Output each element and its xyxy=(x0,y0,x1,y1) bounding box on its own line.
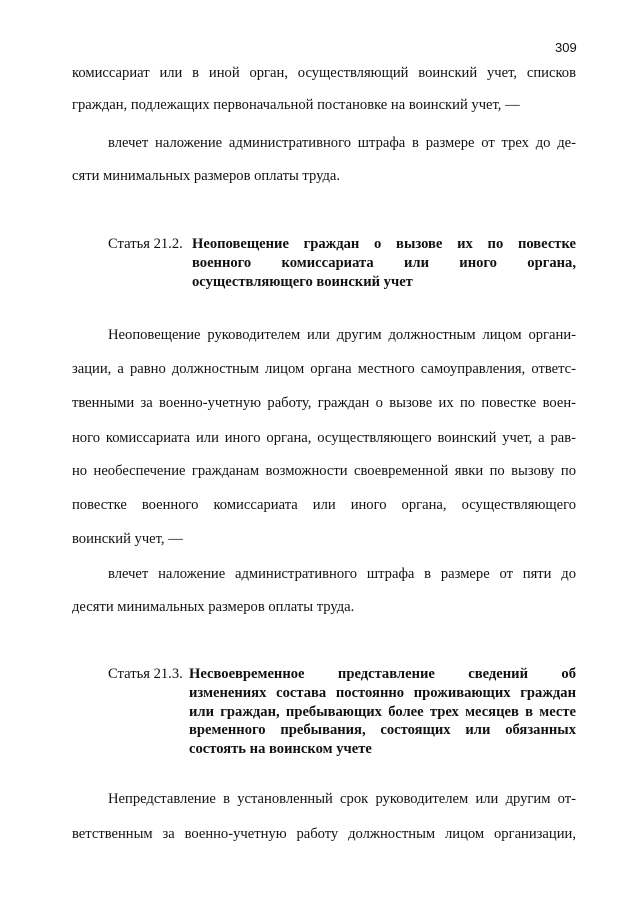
sanction-line: сяти минимальных размеров оплаты труда. xyxy=(72,168,341,184)
article-title-line: или граждан, пребывающих более трех месяцев в месте xyxy=(189,704,576,720)
sanction-line: влечет наложение административного штрафа в размере от трех до де- xyxy=(108,135,576,151)
page-number: 309 xyxy=(555,40,577,55)
body-line: ного комиссариата или иного органа, осуществляющего воинский учет, а рав- xyxy=(72,430,576,446)
body-line: Непредставление в установленный срок руководителем или другим от- xyxy=(108,791,576,807)
article-title-line: военного комиссариата или иного органа, xyxy=(192,255,576,271)
body-line: Неоповещение руководителем или другим должностным лицом органи- xyxy=(108,327,576,343)
article-title-line: состоять на воинском учете xyxy=(189,741,372,757)
sanction-line: влечет наложение административного штрафа в размере от пяти до xyxy=(108,566,576,582)
article-title-line: временного пребывания, состоящих или обязанных xyxy=(189,722,576,738)
article-label: Статья 21.3. xyxy=(108,666,183,682)
text-line: комиссариат или в иной орган, осуществляющий воинский учет, списков xyxy=(72,65,576,81)
article-label: Статья 21.2. xyxy=(108,236,183,252)
body-line: зации, а равно должностным лицом органа местного самоуправления, ответс- xyxy=(72,361,576,377)
body-line: повестке военного комиссариата или иного органа, осуществляющего xyxy=(72,497,576,513)
sanction-line: десяти минимальных размеров оплаты труда. xyxy=(72,599,355,615)
text-line: граждан, подлежащих первоначальной постановке на воинский учет, — xyxy=(72,97,520,113)
article-title-line: осуществляющего воинский учет xyxy=(192,274,413,290)
body-line: ветственным за военно-учетную работу должностным лицом организации, xyxy=(72,826,576,842)
body-line: но необеспечение гражданам возможности своевременной явки по вызову по xyxy=(72,463,576,479)
article-title-line: изменениях состава постоянно проживающих граждан xyxy=(189,685,576,701)
body-line: воинский учет, — xyxy=(72,531,183,547)
article-title-line: Неоповещение граждан о вызове их по повестке xyxy=(192,236,576,252)
article-title-line: Несвоевременное представление сведений об xyxy=(189,666,576,682)
body-line: твенными за военно-учетную работу, граждан о вызове их по повестке воен- xyxy=(72,395,576,411)
